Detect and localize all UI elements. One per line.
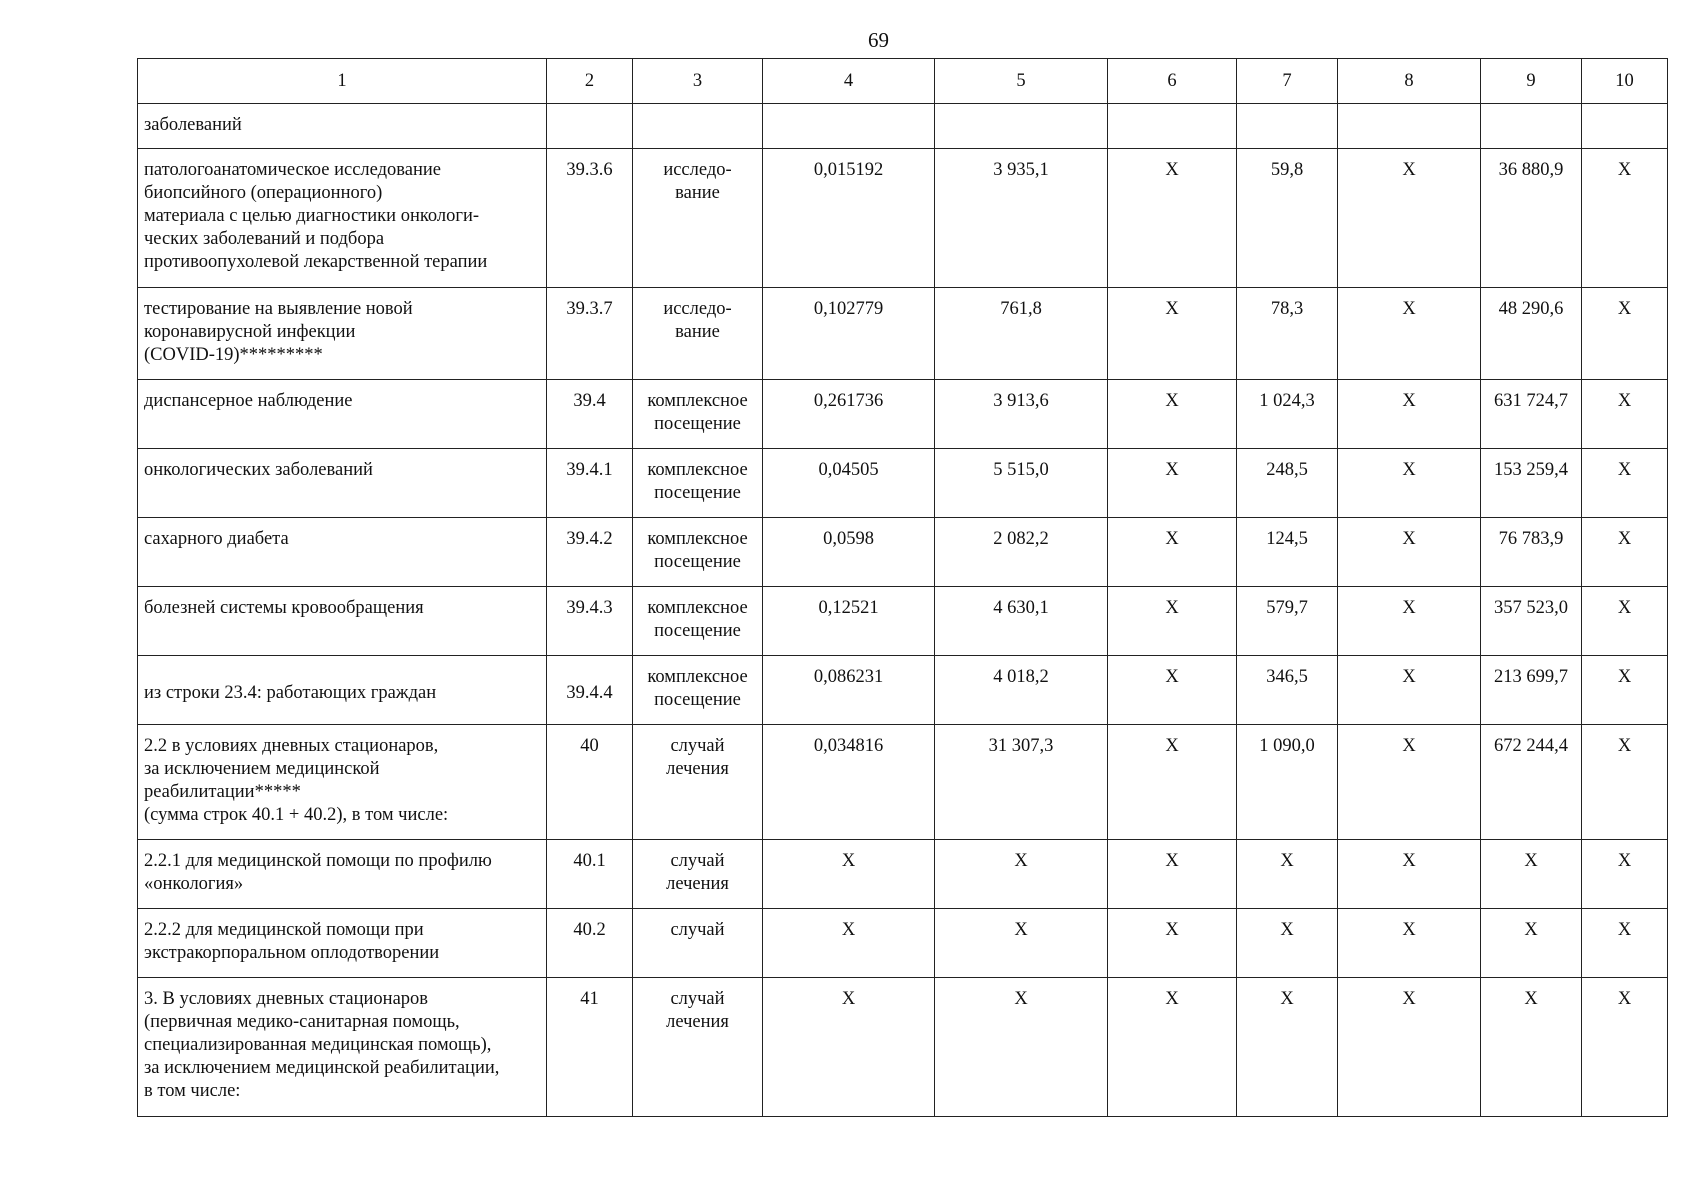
row-col-5: 31 307,3 [935, 725, 1108, 840]
row-col-5: 761,8 [935, 288, 1108, 380]
row-code: 40.1 [547, 840, 633, 909]
row-name: болезней системы кровообращения [138, 587, 547, 656]
row-col-4 [763, 104, 935, 149]
row-name: 2.2.2 для медицинской помощи при экстракорпоральном оплодотворении [138, 909, 547, 978]
row-unit: исследо- вание [633, 288, 763, 380]
row-name: тестирование на выявление новой коронавирусной инфекции (COVID-19)********* [138, 288, 547, 380]
column-header: 10 [1582, 59, 1668, 104]
row-col-5: 2 082,2 [935, 518, 1108, 587]
table-row [138, 978, 1668, 1117]
row-col-8: Х [1338, 380, 1481, 449]
row-col-9: 357 523,0 [1481, 587, 1582, 656]
row-col-4: 0,034816 [763, 725, 935, 840]
row-unit [633, 104, 763, 149]
row-col-10: Х [1582, 587, 1668, 656]
row-name: заболеваний [138, 104, 547, 149]
row-code: 39.4.4 [547, 656, 633, 725]
row-name: 2.2 в условиях дневных стационаров, за исключением медицинской реабилитации***** (сумма строк 40.1 + 40.2), в том числе: [138, 725, 547, 840]
row-col-10: Х [1582, 380, 1668, 449]
row-col-9: 153 259,4 [1481, 449, 1582, 518]
row-col-7: 124,5 [1237, 518, 1338, 587]
row-unit: комплексное посещение [633, 449, 763, 518]
row-col-9: 48 290,6 [1481, 288, 1582, 380]
column-header: 8 [1338, 59, 1481, 104]
row-code: 40 [547, 725, 633, 840]
row-col-10: Х [1582, 725, 1668, 840]
row-col-10: Х [1582, 288, 1668, 380]
row-unit: комплексное посещение [633, 587, 763, 656]
row-col-5 [935, 104, 1108, 149]
row-col-9: Х [1481, 840, 1582, 909]
row-col-5: Х [935, 978, 1108, 1117]
table-row [138, 909, 1668, 978]
row-col-6: Х [1108, 656, 1237, 725]
row-col-9: Х [1481, 978, 1582, 1117]
row-code: 39.4 [547, 380, 633, 449]
row-col-8: Х [1338, 840, 1481, 909]
table-row [138, 380, 1668, 449]
row-col-6: Х [1108, 449, 1237, 518]
row-col-5: 4 630,1 [935, 587, 1108, 656]
row-col-8: Х [1338, 288, 1481, 380]
row-col-5: Х [935, 840, 1108, 909]
table-row [138, 288, 1668, 380]
row-col-8: Х [1338, 149, 1481, 288]
row-col-7: Х [1237, 909, 1338, 978]
row-code: 41 [547, 978, 633, 1117]
row-col-5: 5 515,0 [935, 449, 1108, 518]
table-row [138, 587, 1668, 656]
row-unit: случай [633, 909, 763, 978]
row-col-10: Х [1582, 449, 1668, 518]
row-col-6: Х [1108, 725, 1237, 840]
table-row [138, 840, 1668, 909]
row-code: 39.4.3 [547, 587, 633, 656]
row-col-9: 36 880,9 [1481, 149, 1582, 288]
row-col-4: Х [763, 978, 935, 1117]
column-header: 7 [1237, 59, 1338, 104]
row-col-10: Х [1582, 518, 1668, 587]
row-col-9: 76 783,9 [1481, 518, 1582, 587]
row-col-10: Х [1582, 840, 1668, 909]
row-unit: случай лечения [633, 725, 763, 840]
row-col-5: Х [935, 909, 1108, 978]
row-col-9: 672 244,4 [1481, 725, 1582, 840]
row-col-9 [1481, 104, 1582, 149]
row-col-8: Х [1338, 449, 1481, 518]
row-name: патологоанатомическое исследование биопсийного (операционного) материала с целью диагностики онкологи- ческих заболеваний и подбора противоопухолевой лекарственной терапии [138, 149, 547, 288]
column-header: 1 [138, 59, 547, 104]
row-col-10: Х [1582, 978, 1668, 1117]
row-unit: комплексное посещение [633, 518, 763, 587]
row-col-7: Х [1237, 978, 1338, 1117]
row-col-9: Х [1481, 909, 1582, 978]
row-col-6: Х [1108, 587, 1237, 656]
row-col-4: 0,0598 [763, 518, 935, 587]
row-col-10: Х [1582, 656, 1668, 725]
row-unit: исследо- вание [633, 149, 763, 288]
row-col-10: Х [1582, 909, 1668, 978]
row-code: 39.4.2 [547, 518, 633, 587]
row-col-4: Х [763, 909, 935, 978]
row-code: 39.4.1 [547, 449, 633, 518]
row-col-8 [1338, 104, 1481, 149]
row-col-6: Х [1108, 518, 1237, 587]
row-unit: комплексное посещение [633, 656, 763, 725]
column-header: 3 [633, 59, 763, 104]
row-col-7 [1237, 104, 1338, 149]
row-unit: случай лечения [633, 840, 763, 909]
row-col-6: Х [1108, 288, 1237, 380]
row-code [547, 104, 633, 149]
row-col-7: 248,5 [1237, 449, 1338, 518]
row-col-6: Х [1108, 909, 1237, 978]
row-col-7: 1 090,0 [1237, 725, 1338, 840]
data-table [137, 58, 1668, 1117]
row-col-7: 78,3 [1237, 288, 1338, 380]
row-code: 39.3.6 [547, 149, 633, 288]
row-col-7: Х [1237, 840, 1338, 909]
row-col-7: 1 024,3 [1237, 380, 1338, 449]
row-col-4: 0,102779 [763, 288, 935, 380]
row-code: 39.3.7 [547, 288, 633, 380]
row-col-4: 0,12521 [763, 587, 935, 656]
row-unit: комплексное посещение [633, 380, 763, 449]
row-col-7: 346,5 [1237, 656, 1338, 725]
table-row [138, 149, 1668, 288]
row-col-4: 0,015192 [763, 149, 935, 288]
table-row [138, 518, 1668, 587]
row-col-8: Х [1338, 518, 1481, 587]
row-col-5: 3 913,6 [935, 380, 1108, 449]
row-col-6: Х [1108, 149, 1237, 288]
header-row [138, 59, 1668, 104]
row-code: 40.2 [547, 909, 633, 978]
row-unit: случай лечения [633, 978, 763, 1117]
row-col-5: 4 018,2 [935, 656, 1108, 725]
row-name: онкологических заболеваний [138, 449, 547, 518]
row-col-6: Х [1108, 840, 1237, 909]
table-row [138, 104, 1668, 149]
row-col-8: Х [1338, 909, 1481, 978]
column-header: 2 [547, 59, 633, 104]
row-name: из строки 23.4: работающих граждан [138, 656, 547, 725]
row-name: 2.2.1 для медицинской помощи по профилю «онкология» [138, 840, 547, 909]
row-col-6: Х [1108, 380, 1237, 449]
row-col-10: Х [1582, 149, 1668, 288]
column-header: 9 [1481, 59, 1582, 104]
row-col-8: Х [1338, 587, 1481, 656]
row-col-7: 59,8 [1237, 149, 1338, 288]
row-col-7: 579,7 [1237, 587, 1338, 656]
column-header: 6 [1108, 59, 1237, 104]
table-row [138, 449, 1668, 518]
row-col-8: Х [1338, 656, 1481, 725]
row-col-4: 0,086231 [763, 656, 935, 725]
row-col-4: Х [763, 840, 935, 909]
table-row [138, 725, 1668, 840]
row-name: 3. В условиях дневных стационаров (первичная медико-санитарная помощь, специализированная медицинская помощь), за исключением медицинской реабилитации, в том числе: [138, 978, 547, 1117]
row-name: диспансерное наблюдение [138, 380, 547, 449]
column-header: 5 [935, 59, 1108, 104]
row-col-8: Х [1338, 978, 1481, 1117]
row-col-4: 0,04505 [763, 449, 935, 518]
row-col-6 [1108, 104, 1237, 149]
row-col-8: Х [1338, 725, 1481, 840]
row-name: сахарного диабета [138, 518, 547, 587]
row-col-6: Х [1108, 978, 1237, 1117]
row-col-4: 0,261736 [763, 380, 935, 449]
column-header: 4 [763, 59, 935, 104]
page-number: 69 [868, 28, 889, 52]
row-col-5: 3 935,1 [935, 149, 1108, 288]
table-row [138, 656, 1668, 725]
row-col-9: 631 724,7 [1481, 380, 1582, 449]
row-col-10 [1582, 104, 1668, 149]
row-col-9: 213 699,7 [1481, 656, 1582, 725]
